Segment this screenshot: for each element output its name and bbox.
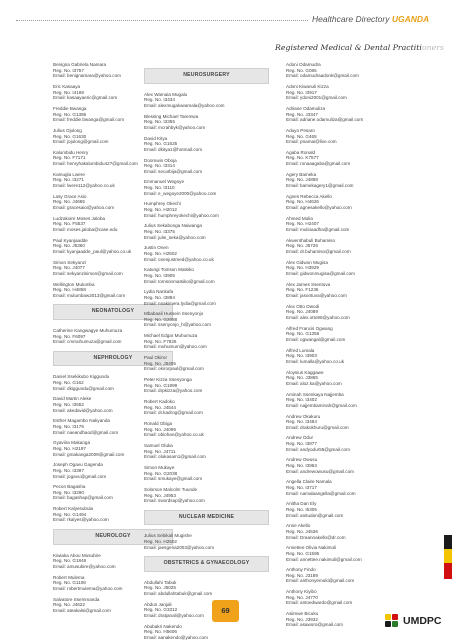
practitioner-name: David Martin Aleke (53, 396, 92, 402)
practitioner-name: Akwenthabuli Buhamiso (286, 237, 336, 243)
practitioner-entry (144, 624, 269, 640)
practitioner-entry (144, 333, 269, 350)
practitioner-entry (286, 84, 411, 101)
subtitle-main: Registered Medical & Dental Practiti (275, 43, 422, 52)
page-subtitle (0, 43, 452, 52)
registration-number: Reg. No. K7577 (286, 155, 319, 161)
registration-number: Reg. No. I3176 (53, 423, 84, 429)
registration-number: Reg. No. I3917 (286, 89, 317, 95)
practitioner-email: Email: pnamai@live.com (286, 139, 337, 145)
practitioner-name: Justin Onen (144, 245, 169, 251)
practitioner-name: Emmanuel Wegoye (144, 179, 185, 185)
practitioner-email: Email: ydoni2001@gmail.com (286, 95, 347, 101)
practitioner-name: Andrew Owusu (286, 457, 318, 463)
practitioner-name: Daniel Ssekikubo Kiggundu (53, 374, 110, 380)
practitioner-entry (286, 128, 411, 145)
practitioner-entry (286, 238, 411, 255)
registration-number: Reg. No. I3877 (286, 441, 317, 447)
registration-number: Reg. No. I3905 (144, 272, 175, 278)
practitioner-entry (286, 501, 411, 518)
practitioner-name: Abubakri Nakendo (144, 623, 182, 629)
practitioner-email: Email: aanakendo@yahoo.com (144, 634, 208, 640)
registration-number: Reg. No. G1355 (286, 331, 320, 337)
practitioner-email: Email: drakokhuru@gmail.com (286, 424, 349, 430)
practitioner-email: Email: swordsap@yahoo.com (144, 498, 205, 504)
practitioner-entry (144, 377, 269, 394)
page-number: 69 (212, 600, 239, 622)
practitioner-email: Email: ssenyonjo_h@yahoo.com (144, 322, 211, 328)
registration-number: Reg. No. J5025 (144, 585, 176, 591)
practitioner-name: Peter Kizza Ssenyonga (144, 377, 192, 383)
practitioner-name: Alex Gidwon Mugisa (286, 259, 328, 265)
flag-stripe-black (444, 535, 452, 549)
flag-stripe-yellow (444, 549, 452, 563)
practitioner-email: Email: anitudan@gmail.com (286, 512, 344, 518)
registration-number: Reg. No. I3717 (286, 485, 317, 490)
practitioner-entry (286, 304, 411, 321)
practitioner-entry (144, 602, 269, 619)
practitioner-name: Mbabaali Hussein Ssenyonjo (144, 311, 204, 317)
practitioner-email: Email: dr.kadrog@gmail.com (144, 410, 203, 416)
practitioner-email: Email: muhumum@yahoo.com (144, 344, 207, 350)
practitioner-name: Andrew Okakuru (286, 413, 321, 419)
practitioner-name: Robert Mulema (53, 574, 85, 580)
practitioner-entry (286, 435, 411, 452)
practitioner-entry (286, 326, 411, 343)
registration-number: Reg. No. G1386 (53, 111, 87, 117)
registration-number: Reg. No. I3375 (144, 229, 175, 234)
practitioner-entry (144, 92, 269, 109)
practitioner-entry (286, 150, 411, 167)
registration-number: Reg. No. I3110 (144, 185, 175, 191)
practitioner-email: Email: tomsonmatsiko@gmail.com (144, 278, 215, 284)
practitioner-email: Email: dkiggundu@gmail.com (53, 385, 114, 391)
practitioner-email: Email: moses.jaloba@case.edu (53, 226, 118, 232)
registration-number: Reg. No. I3903 (286, 353, 317, 359)
practitioner-email: Email: kasaayaeric@gmail.com (53, 95, 118, 101)
practitioner-email: Email: dr.buhamiso@gmail.com (286, 248, 351, 254)
practitioner-entry (286, 414, 411, 431)
practitioner-name: Paul Kyanjaadde (53, 237, 88, 243)
practitioner-entry (144, 158, 269, 175)
practitioner-name: Solomon Malcolm Tuunde (144, 487, 198, 493)
practitioner-entry (286, 545, 411, 562)
practitioner-name: Agnes Rebecca Akello (286, 193, 332, 199)
practitioner-entry (144, 421, 269, 438)
practitioner-name: Robert Kalyesubula (53, 506, 94, 512)
practitioner-name: Joseph Ogavu Gagenda (53, 462, 103, 468)
practitioner-entry (144, 399, 269, 416)
practitioner-entry (286, 282, 411, 299)
registration-number: Reg. No. G2088 (144, 316, 178, 322)
practitioner-name: Abdullahi Tabuk (144, 579, 177, 585)
practitioner-name: Aduyo Pesaro (286, 127, 315, 133)
practitioner-email: Email: gmakanga2009@gmail.com (53, 451, 125, 457)
practitioner-name: Catherine Kangwagye Muhumuza (53, 328, 123, 334)
directory-column-3 (286, 62, 411, 633)
practitioner-entry (144, 201, 269, 218)
practitioner-email: Email: ronaaagaba@gmail.com (286, 161, 351, 167)
practitioner-email: Email: onenjustmed@yahoo.co.uk (144, 256, 214, 262)
practitioner-email: Email: obiohan@yahoo.co.uk (144, 432, 204, 438)
practitioner-name: Simon Mukaye (144, 465, 175, 471)
practitioner-email: Email: rkalyes@yahoo.com (53, 517, 109, 523)
practitioner-email: Email: gidwonmugisa@gmail.com (286, 270, 356, 276)
practitioner-entry (144, 487, 269, 504)
flag-stripe-red (444, 563, 452, 579)
registration-number: Reg. No. J5360 (53, 243, 85, 249)
registration-number: Reg. No. I3884 (144, 294, 175, 300)
header-title-country: UGANDA (391, 14, 430, 24)
registration-number: Reg. No. I3757 (53, 67, 84, 73)
practitioner-name: Esther Magambo Nakyanda (53, 418, 110, 424)
flag-stripes (444, 535, 452, 579)
practitioner-email: Email: andyodur55@gmail.com (286, 446, 350, 452)
practitioner-name: Blessing Michael Taremwa (144, 113, 199, 119)
registration-number: Reg. No. I3355 (144, 119, 175, 125)
registration-number: Reg. No. H2197 (53, 445, 86, 451)
practitioner-email: Email: alex.otto96@yahoo.com (286, 314, 350, 320)
registration-number: Reg. No. J3865 (286, 375, 318, 381)
practitioner-email: Email: mulumbaw2013@gmail.com (53, 292, 126, 298)
registration-number: Reg. No. J4622 (53, 602, 85, 608)
practitioner-email: Email: aloz.ka@yahoo.com (286, 380, 342, 386)
practitioner-name: Benigna Gabriela Namara (53, 62, 107, 67)
practitioner-name: Kamugla Lwere (53, 171, 85, 177)
practitioner-email: Email: secarbija@gmail.com (144, 168, 203, 174)
registration-number: Reg. No. F7171 (53, 155, 86, 161)
registration-number: Reg. No. I3387 (53, 467, 84, 473)
registration-number: Reg. No. I4168 (53, 89, 84, 95)
practitioner-email: Email: dkitya1@hotmail.com (144, 146, 203, 152)
registration-number: Reg. No. I3314 (144, 163, 175, 169)
practitioner-entry (144, 443, 269, 460)
registration-number: Reg. No. J3189 (286, 572, 318, 578)
practitioner-name: Lydia Nankafa (144, 289, 174, 295)
practitioner-email: Email: najjembaminah@gmail.com (286, 402, 357, 408)
practitioner-email: Email: abdullahtabuk@gmail.com (144, 590, 213, 596)
practitioner-name: Lasy Grace Asio (53, 193, 87, 199)
practitioner-email: Email: smukaye@gmail.com (144, 476, 203, 482)
directory-column-2 (144, 62, 269, 640)
practitioner-email: Email: kyanjaadde_paul@yahoo.co.uk (53, 248, 132, 254)
practitioner-name: Pecon Bagasha (53, 484, 86, 490)
registration-number: Reg. No. J4770 (286, 594, 318, 600)
registration-number: Reg. No. I3271 (53, 177, 84, 183)
registration-number: Reg. No. J4544 (144, 404, 176, 410)
practitioner-name: Eric Kasaaya (53, 83, 81, 89)
practitioner-entry (144, 245, 269, 262)
header-dotted-rule (16, 20, 308, 21)
registration-number: Reg. No. J4536 (286, 528, 318, 534)
practitioner-name: Julius Sebikali Mugishe (144, 533, 192, 539)
practitioner-entry (286, 260, 411, 277)
practitioner-email: Email: annettee.nakimuli@gmail.com (286, 556, 362, 562)
practitioner-email: Email: akedavid@yahoo.com (53, 407, 113, 413)
practitioner-email: Email: namalaangella@gmail.com (286, 490, 356, 496)
section-heading: NEONATOLOGY (53, 304, 173, 320)
registration-number: Reg. No. J5726 (286, 243, 318, 249)
practitioner-name: Gyaviira Makanga (53, 440, 91, 446)
practitioner-name: Freddie Bwanga (53, 105, 87, 111)
practitioner-email: Email: jojulong@gmail.com (53, 139, 109, 145)
practitioner-entry (286, 106, 411, 123)
practitioner-name: Ahmed Mulia (286, 215, 313, 221)
practitioner-entry (144, 289, 269, 306)
practitioner-entry (286, 348, 411, 365)
practitioner-name: Julius Sekabonga Naiwanga (144, 223, 202, 229)
registration-number: Reg. No. I3963 (286, 463, 317, 469)
practitioner-name: Aminah Ssenkaya Najjemba (286, 391, 344, 397)
practitioner-name: Annettee Olivia Nakimuli (286, 545, 337, 551)
practitioner-email: Email: antoedwardo@gmail.com (286, 600, 353, 606)
registration-number: Reg. No. H2502 (144, 250, 177, 256)
practitioner-name: Salvatore Ssemmanda (53, 596, 100, 602)
practitioner-email: Email: anthonyemuki@gmail.com (286, 578, 355, 584)
practitioner-name: Anthony Kiyibo (286, 589, 317, 595)
practitioner-email: Email: gracesaio@yahoo.com (53, 205, 115, 210)
practitioner-email: Email: agnesakello@yahoo.com (286, 205, 352, 210)
registration-number: Reg. No. G465 (286, 133, 317, 139)
practitioner-name: Adoni Kiwanuli Kizza (286, 83, 329, 89)
practitioner-name: Ronald Obiga (144, 421, 173, 427)
practitioner-name: Robert Kadoko (144, 399, 175, 405)
practitioner-email: Email: cmmuhumuza@gmail.com (53, 339, 122, 345)
practitioner-email: Email: lwere112@yahoo.co.uk (53, 183, 115, 189)
registration-number: Reg. No. F6097 (53, 333, 86, 339)
practitioner-name: Anne Akello (286, 523, 311, 529)
practitioner-email: Email: Draannakello@dr.com (286, 534, 346, 540)
practitioner-name: Simon Sekyanzi (53, 259, 86, 265)
practitioner-name: Aloysius Kaggawe (286, 369, 324, 375)
header-title-prefix: Healthcare Directory (312, 14, 392, 24)
practitioner-email: Email: bamekagery1@gmail.com (286, 183, 354, 189)
registration-number: Reg. No. H4626 (286, 199, 319, 205)
registration-number: Reg. No. I3484 (286, 419, 317, 425)
practitioner-entry (144, 465, 269, 482)
practitioner-name: Agaba Ronald (286, 149, 316, 155)
registration-number: Reg. No. G1899 (144, 382, 178, 388)
registration-number: Reg. No. G1635 (144, 141, 178, 147)
registration-number: Reg. No. H2407 (286, 221, 319, 227)
registration-number: Reg. No. J5405 (144, 360, 176, 366)
registration-number: Reg. No. G1595 (286, 550, 320, 556)
practitioner-name: Anitha Dan Ely (286, 501, 317, 507)
practitioner-email: Email: jogavu@gmail.com (53, 473, 107, 479)
practitioner-email: Email: odamudraadonk@gmail.com (286, 73, 359, 79)
practitioner-email: Email: bagashap@gmail.com (53, 495, 113, 501)
registration-number: Reg. No. I3552 (53, 402, 84, 407)
practitioner-name: Alfred Lumala (286, 347, 315, 353)
practitioner-name: Abdun Janjali (144, 601, 172, 607)
practitioner-name: Ludzakoire Moses Jaloba (53, 215, 106, 221)
practitioner-email: Email: jaesgena2003@yahoo.com (144, 544, 215, 550)
practitioner-email: Email: adriane.odamuliza@gmail.com (286, 117, 364, 123)
practitioner-email: Email: mcrahbyk@yahoo.com (144, 124, 206, 130)
registration-number: Reg. No. G1846 (53, 558, 87, 564)
practitioner-name: Paul Okiror (144, 355, 167, 361)
practitioner-name: David Kitya (144, 135, 168, 141)
registration-number: Reg. No. J3347 (286, 111, 318, 117)
practitioner-name: Alex Wamala Mugalu (144, 91, 188, 97)
practitioner-email: Email: naeandhaod@gmail.com (53, 429, 119, 435)
practitioner-entry (144, 580, 269, 597)
registration-number: Reg. No. J3932 (286, 616, 318, 622)
practitioner-email: Email: robertmulema@yahoo.com (53, 585, 123, 591)
registration-number: Reg. No. I3402 (286, 397, 317, 403)
practitioner-entry (286, 479, 411, 496)
section-heading: NUCLEAR MEDICINE (144, 510, 269, 526)
registration-number: Reg. No. F5537 (53, 221, 86, 227)
registration-number: Reg. No. I3434 (144, 97, 175, 103)
practitioner-name: Kiwiaka Abou Musubire (53, 552, 101, 558)
practitioner-name: Alfred Francis Ogwang (286, 325, 333, 331)
registration-number: Reg. No. J4077 (53, 265, 85, 271)
practitioner-entry (144, 267, 269, 284)
practitioner-name: Angella Claire Namala (286, 479, 332, 485)
practitioner-email: Email: freddie.bwanga@gmail.com (53, 117, 125, 123)
practitioner-email: Email: amusubire@yahoo.com (53, 563, 116, 569)
practitioner-email: Email: olukasam1@gmail.com (144, 454, 206, 460)
page-header (0, 14, 452, 28)
practitioner-entry (286, 172, 411, 189)
practitioner-name: Adriane Odamuliza (286, 105, 326, 111)
practitioner-entry (286, 392, 411, 409)
practitioner-email: Email: okirorpaul@gmail.com (144, 366, 204, 372)
registration-number: Reg. No. J4099 (144, 426, 176, 432)
practitioner-entry (144, 533, 269, 550)
practitioner-name: Katungi Tomson Matsiko (144, 267, 194, 273)
practitioner-email: Email: ogwangal@gmail.com (286, 336, 346, 342)
registration-number: Reg. No. H3929 (286, 265, 319, 271)
registration-number: Reg. No. I5305 (286, 506, 317, 512)
practitioner-entry (286, 457, 411, 474)
practitioner-email: Email: sekyanzisimon@gmail.com (53, 270, 123, 276)
umdpc-logo-text: UMDPC (403, 615, 442, 627)
registration-number: Reg. No. G085 (286, 67, 317, 73)
registration-number: Reg. No. J4898 (286, 177, 318, 183)
practitioner-entry (286, 62, 411, 79)
practitioner-entry (286, 567, 411, 584)
registration-number: Reg. No. G2038 (144, 470, 178, 476)
practitioner-entry (144, 223, 269, 240)
section-heading: NEUROLOGY (53, 529, 173, 545)
practitioner-entry (144, 179, 269, 196)
practitioner-email: Email: e_wegoye2000@yahoo.com (144, 190, 217, 196)
registration-number: Reg. No. G3312 (144, 607, 178, 613)
registration-number: Reg. No. J4953 (144, 492, 176, 498)
subtitle-faded: oners (421, 43, 444, 52)
practitioner-entry (144, 311, 269, 328)
practitioner-email: Email: alexmugaluwamala@yahoo.com (144, 102, 225, 108)
practitioner-name: Humphrey Okechi (144, 201, 181, 207)
registration-number: Reg. No. G1494 (53, 511, 87, 517)
registration-number: Reg. No. F7826 (144, 338, 177, 344)
practitioner-email: Email: ateakalsi@gmail.com (53, 607, 111, 613)
practitioner-name: Adoni Odamudra (286, 62, 321, 67)
practitioner-name: Michael Edgar Muhumuza (144, 333, 198, 339)
practitioner-name: Doomwin Oboja (144, 157, 177, 163)
registration-number: Reg. No. J4089 (286, 309, 318, 315)
practitioner-name: Alex Otto Owodi (286, 303, 320, 309)
practitioner-entry (286, 523, 411, 540)
registration-number: Reg. No. I3290 (53, 489, 84, 495)
practitioner-entry (144, 114, 269, 131)
practitioner-email: Email: asaworo@gmail.com (286, 622, 343, 628)
practitioner-entry (286, 589, 411, 606)
practitioner-email: Email: mulioaadha@gmail.com (286, 226, 350, 232)
registration-number: Reg. No. J4711 (144, 448, 176, 454)
registration-number: Reg. No. J4665 (53, 199, 85, 205)
practitioner-entry (286, 370, 411, 387)
practitioner-entry (286, 194, 411, 211)
registration-number: Reg. No. H5606 (144, 629, 177, 635)
section-heading: NEUROSURGERY (144, 68, 269, 84)
practitioner-entry (144, 136, 269, 153)
umdpc-logo-icon (385, 614, 399, 628)
practitioner-email: Email: benignamara@yahoo.com (53, 73, 121, 79)
registration-number: Reg. No. G1108 (53, 580, 86, 586)
section-heading: OBSTETRICS & GYNAECOLOGY (144, 556, 269, 572)
practitioner-email: Email: julie_seka@yahoo.com (144, 234, 206, 240)
practitioner-entry (286, 216, 411, 233)
practitioner-email: Email: nnakimera.lydia@gmail.com (144, 300, 216, 306)
practitioner-name: Asiimwe Bicuku (286, 611, 319, 617)
registration-number: Reg. No. G1630 (53, 133, 87, 139)
practitioner-name: Wellington Mulumba (53, 281, 95, 287)
practitioner-email: Email: andrewowusu@gmail.com (286, 468, 354, 474)
practitioner-email: Email: humphreyokechi@yahoo.com (144, 212, 219, 218)
practitioner-name: Kalumbidu Henry (53, 149, 89, 155)
practitioner-email: Email: henryhakalumbidu427@gmail.com (53, 161, 138, 167)
practitioner-email: Email: jasontuva@yahoo.com (286, 292, 347, 298)
registration-number: Reg. No. H2502 (144, 539, 177, 544)
practitioner-email: Email: lumalla@yahoo.co.uk (286, 358, 345, 364)
practitioner-name: Anthony Findo (286, 567, 316, 573)
registration-number: Reg. No. H4858 (53, 287, 86, 293)
practitioner-name: Agery Bameka (286, 171, 317, 177)
practitioner-name: Andrew Odur (286, 435, 314, 441)
practitioner-name: Alex James Ssentuva (286, 281, 331, 287)
registration-number: Reg. No. F1236 (286, 287, 319, 293)
practitioner-name: Samuel Oluka (144, 443, 173, 449)
practitioner-name: Julius Ojulong (53, 127, 82, 133)
registration-number: Reg. No. H2012 (144, 207, 177, 213)
header-title (312, 14, 429, 24)
practitioner-email: Email: dratjanali@yahoo.com (144, 612, 204, 618)
practitioner-entry (144, 355, 269, 372)
section-heading: NEPHROLOGY (53, 351, 173, 367)
practitioner-email: Email: drpkizza@yahoo.com (144, 388, 203, 394)
registration-number: Reg. No. G162 (53, 380, 84, 386)
